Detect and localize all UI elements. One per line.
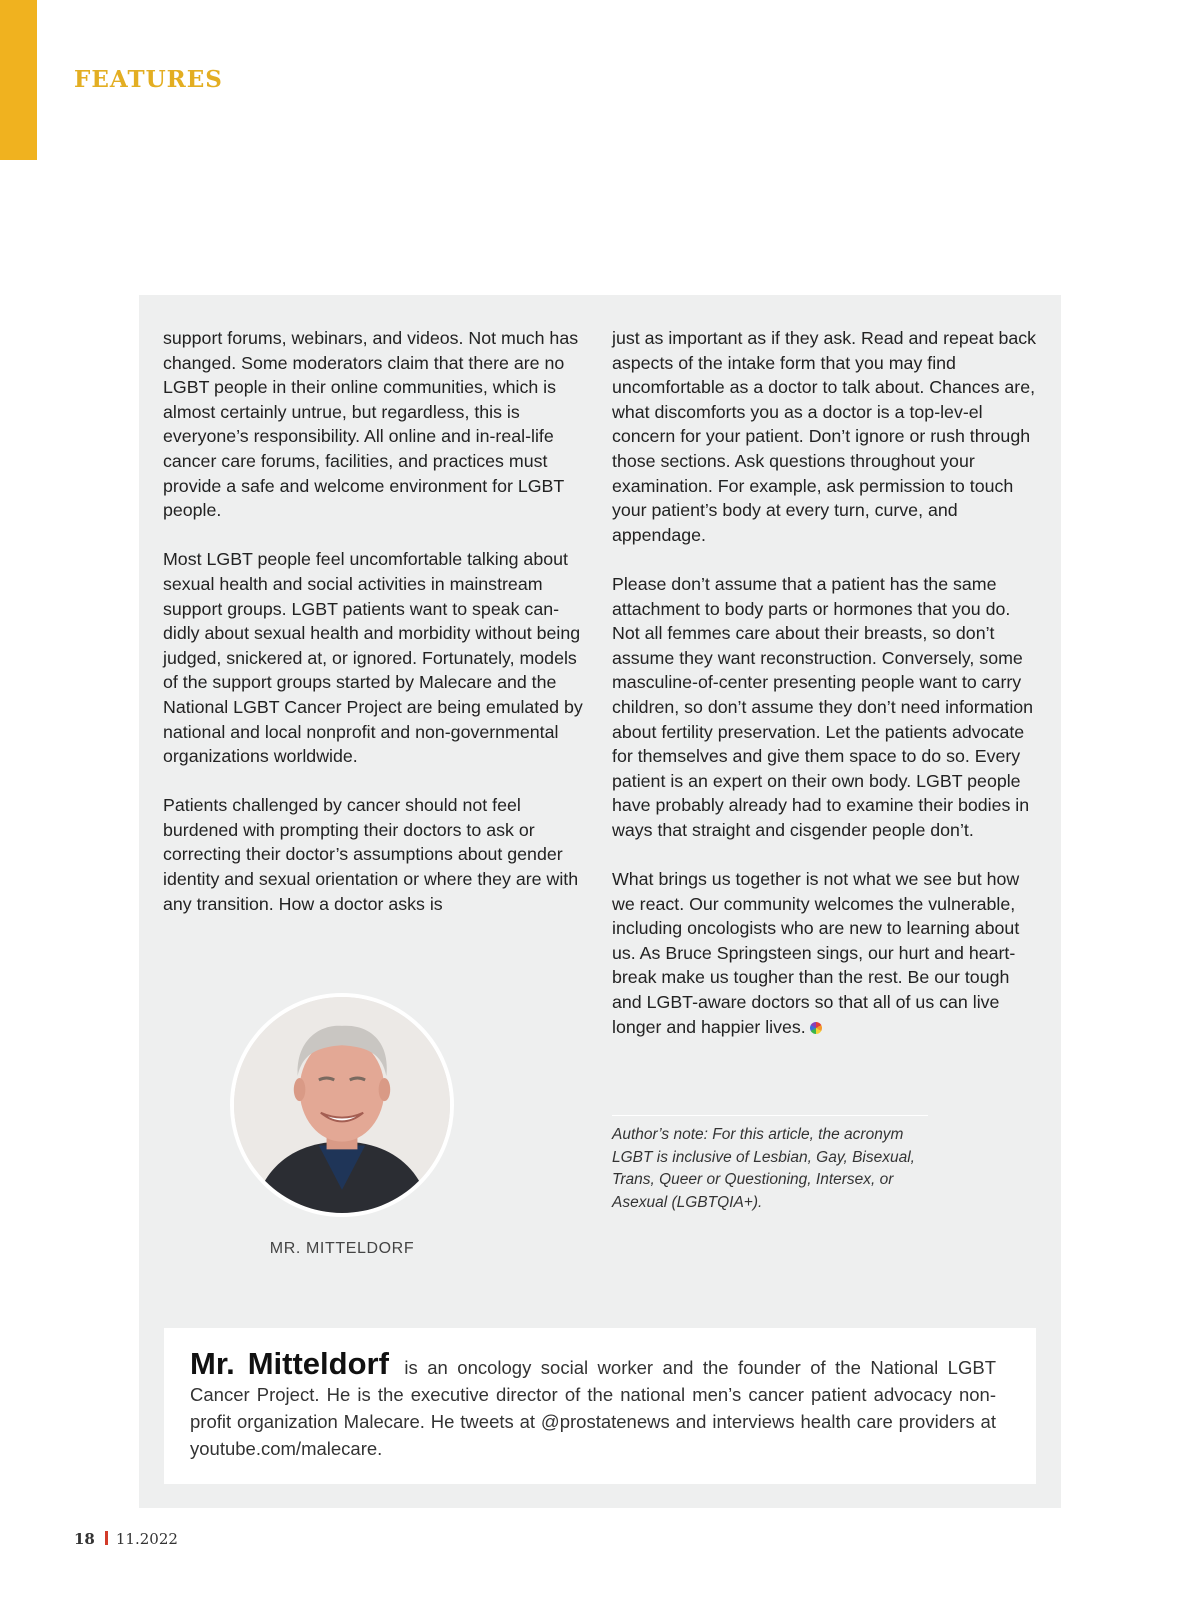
page-number: 18 xyxy=(74,1530,95,1548)
end-mark-icon xyxy=(810,1022,822,1034)
paragraph: Patients challenged by cancer should not feel burdened with prompting their doctors to ask or correcting their doctor’s assumptions about gender identity and sexual orientation or where they are with any transition. How a doctor asks is xyxy=(163,795,579,914)
section-label: FEATURES xyxy=(74,66,223,93)
accent-bar xyxy=(0,0,37,160)
author-photo xyxy=(230,993,454,1217)
article-column-right xyxy=(612,326,1042,1064)
author-bio xyxy=(190,1346,996,1462)
issue-date: 11.2022 xyxy=(115,1530,178,1548)
footer-separator xyxy=(105,1531,108,1545)
paragraph: support forums, webinars, and videos. Not much has changed. Some moderators claim that there are no LGBT people in their online communities, which is almost certainly untrue, but regardless, this is everyone’s responsibility. All online and in-real-life cancer care forums, facilities, and practices must provide a safe and welcome environment for LGBT people. xyxy=(163,328,579,521)
photo-caption: MR. MITTELDORF xyxy=(269,1240,415,1257)
paragraph: Please don’t assume that a patient has the same attachment to body parts or hormones that you do. Not all femmes care about their breasts, so don’t assume they want reconstruction. Conversely, some masculine-of-center presenting people want to carry children, so don’t assume they don’t need information about fertility preservation. Let the patients advocate for themselves and give them space to do so. Every patient is an expert on their own body. LGBT people have probably already had to examine their bodies in ways that straight and cisgender people don’t. xyxy=(612,573,1034,840)
bio-text: is an oncology social worker and the founder of the National LGBT Cancer Project. He is the executive director of the national men’s cancer patient advocacy non-profit organization Malecare. He tweets at @prostatenews and interviews health care providers at youtube.com/malecare. xyxy=(190,1357,996,1459)
page-footer xyxy=(74,1530,178,1548)
authors-note: Author’s note: For this article, the acronym LGBT is inclusive of Lesbian, Gay, Bisexual, Trans, Queer or Questioning, Intersex, or Asexual (LGBTQIA+). xyxy=(612,1126,915,1211)
paragraph: Most LGBT people feel uncomfortable talking about sexual health and social activities in mainstream support groups. LGBT patients want to speak can-didly about sexual health and morbidity without being judged, snickered at, or ignored. Fortunately, models of the support groups started by Malecare and the National LGBT Cancer Project are being emulated by national and local nonprofit and non-governmental organizations worldwide. xyxy=(163,549,583,767)
paragraph: just as important as if they ask. Read and repeat back aspects of the intake form that you may find uncomfortable as a doctor to talk about. Chances are, what discomforts you as a doctor is a top-lev-el concern for your patient. Don’t ignore or rush through those sections. Ask questions throughout your examination. For example, ask permission to touch your patient’s body at every turn, curve, and appendage. xyxy=(612,328,1037,545)
article-column-left xyxy=(163,326,593,941)
note-divider xyxy=(612,1115,928,1116)
bio-name: Mr. Mitteldorf xyxy=(190,1346,389,1381)
paragraph-last xyxy=(612,867,1042,1039)
paragraph-text: What brings us together is not what we see but how we react. Our community welcomes the vulnerable, including oncologists who are new to learning about us. As Bruce Springsteen sings, our hurt and heart-break make us tougher than the rest. Be our tough and LGBT-aware doctors so that all of us can live longer and happier lives. xyxy=(612,869,1020,1037)
portrait-illustration xyxy=(234,997,450,1213)
